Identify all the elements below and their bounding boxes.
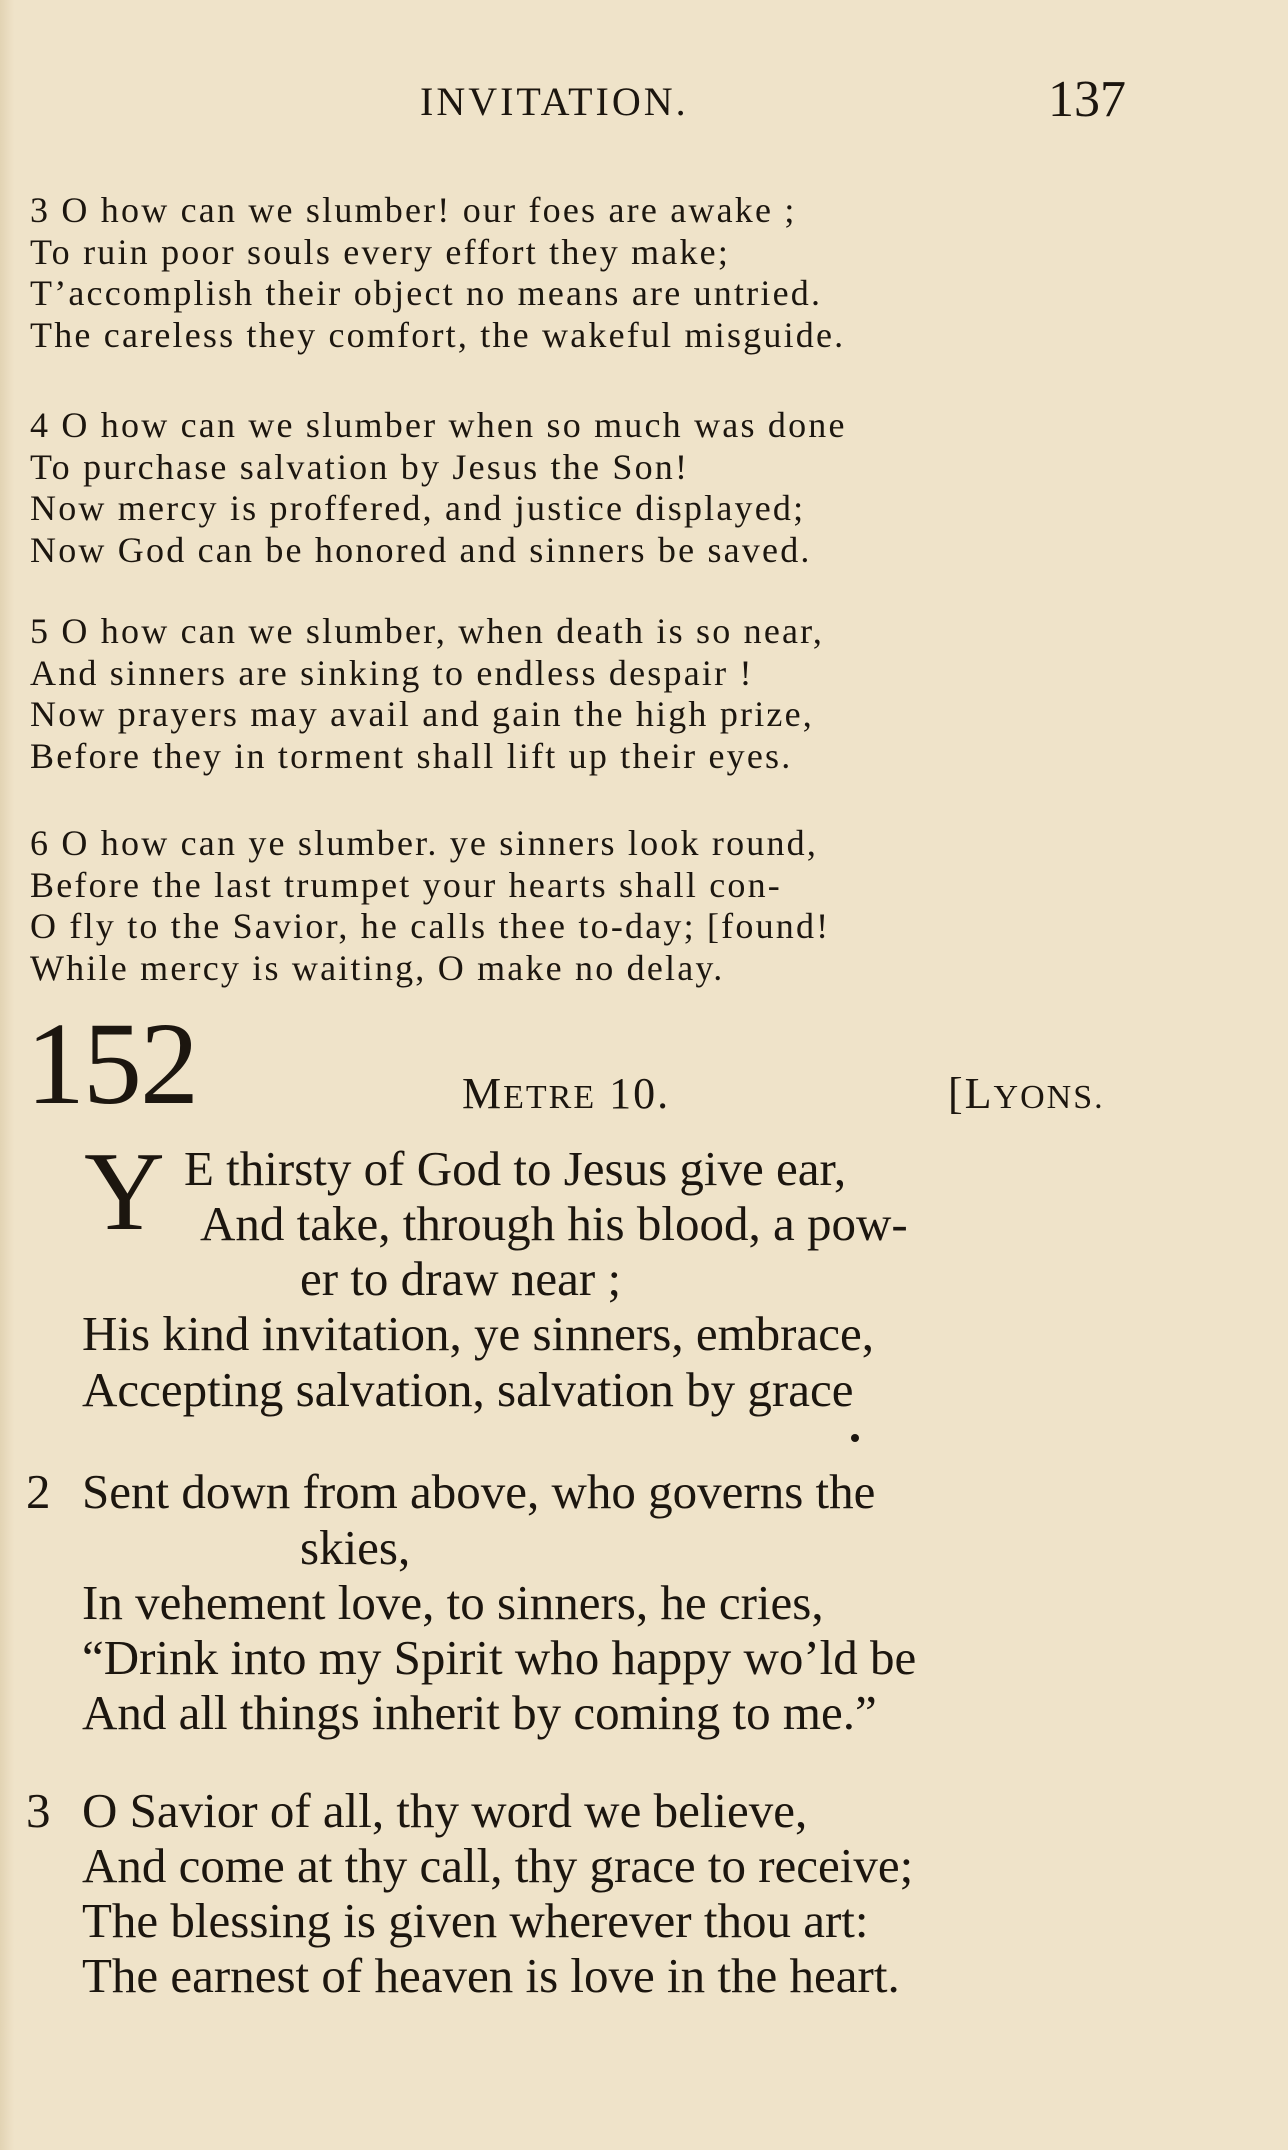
stanza-5 (30, 611, 1270, 777)
metre-value: 10. (609, 1069, 671, 1118)
ink-dot (851, 1434, 859, 1442)
stanza-line: Before the last trumpet your hearts shall con- (30, 864, 782, 905)
stanza-line: O fly to the Savior, he calls thee to-day; [found! (30, 906, 831, 946)
stanza-line: 4 O how can we slumber when so much was done (30, 405, 847, 445)
stanza-3 (30, 190, 1270, 356)
page-number: 137 (1048, 71, 1126, 128)
tune-rest: YONS. (993, 1079, 1105, 1116)
stanza-line: Now prayers may avail and gain the high prize, (30, 694, 814, 734)
verse-3-line: And come at thy call, thy grace to receive; (82, 1838, 914, 1893)
stanza-line: T’accomplish their object no means are untried. (30, 273, 823, 313)
stanza-line: 6 O how can ye slumber. ye sinners look round, (30, 823, 819, 863)
stanza-line: Now mercy is proffered, and justice displayed; (30, 488, 806, 528)
verse-2-line: And all things inherit by coming to me.” (82, 1685, 877, 1740)
drop-cap: Y (84, 1130, 165, 1254)
stanza-6 (30, 823, 1270, 989)
running-title: INVITATION. (420, 79, 689, 124)
verse-3-line: O Savior of all, thy word we believe, (82, 1783, 808, 1838)
verse-2-line: skies, (300, 1520, 411, 1575)
verse-3-line: The blessing is given wherever thou art: (82, 1893, 869, 1948)
verse-3-number: 3 (26, 1783, 51, 1838)
verse-2-line: “Drink into my Spirit who happy wo’ld be (82, 1630, 917, 1685)
verse-1-line: And take, through his blood, a pow- (200, 1196, 908, 1251)
verse-2-number: 2 (26, 1464, 51, 1519)
stanza-line: Now God can be honored and sinners be saved. (30, 529, 812, 570)
metre-rest: ETRE (503, 1079, 597, 1116)
verse-1-line: E thirsty of God to Jesus give ear, (184, 1141, 847, 1196)
verse-1-line: Accepting salvation, salvation by grace (82, 1362, 854, 1417)
verse-1-line: His kind invitation, ye sinners, embrace, (82, 1306, 874, 1361)
tune-prefix: [L (948, 1069, 994, 1118)
stanza-line: Before they in torment shall lift up their eyes. (30, 735, 793, 776)
verse-2-line: Sent down from above, who governs the (82, 1464, 876, 1519)
tune-name (948, 1068, 1105, 1119)
stanza-line: 3 O how can we slumber! our foes are awake ; (30, 190, 797, 230)
stanza-line: To purchase salvation by Jesus the Son! (30, 446, 690, 487)
verse-3-line: The earnest of heaven is love in the heart. (82, 1948, 900, 2003)
hymn-number: 152 (26, 998, 197, 1129)
verse-1-line: er to draw near ; (300, 1251, 622, 1306)
stanza-line: The careless they comfort, the wakeful misguide. (30, 314, 846, 355)
stanza-line: While mercy is waiting, O make no delay. (30, 947, 725, 988)
stanza-4 (30, 405, 1270, 571)
stanza-line: And sinners are sinking to endless despair ! (30, 652, 754, 693)
metre-label (462, 1068, 670, 1119)
stanza-line: 5 O how can we slumber, when death is so near, (30, 611, 825, 651)
page-edge (0, 0, 14, 2150)
verse-2-line: In vehement love, to sinners, he cries, (82, 1575, 824, 1630)
metre-initial: M (462, 1069, 504, 1118)
stanza-line: To ruin poor souls every effort they make; (30, 231, 731, 272)
